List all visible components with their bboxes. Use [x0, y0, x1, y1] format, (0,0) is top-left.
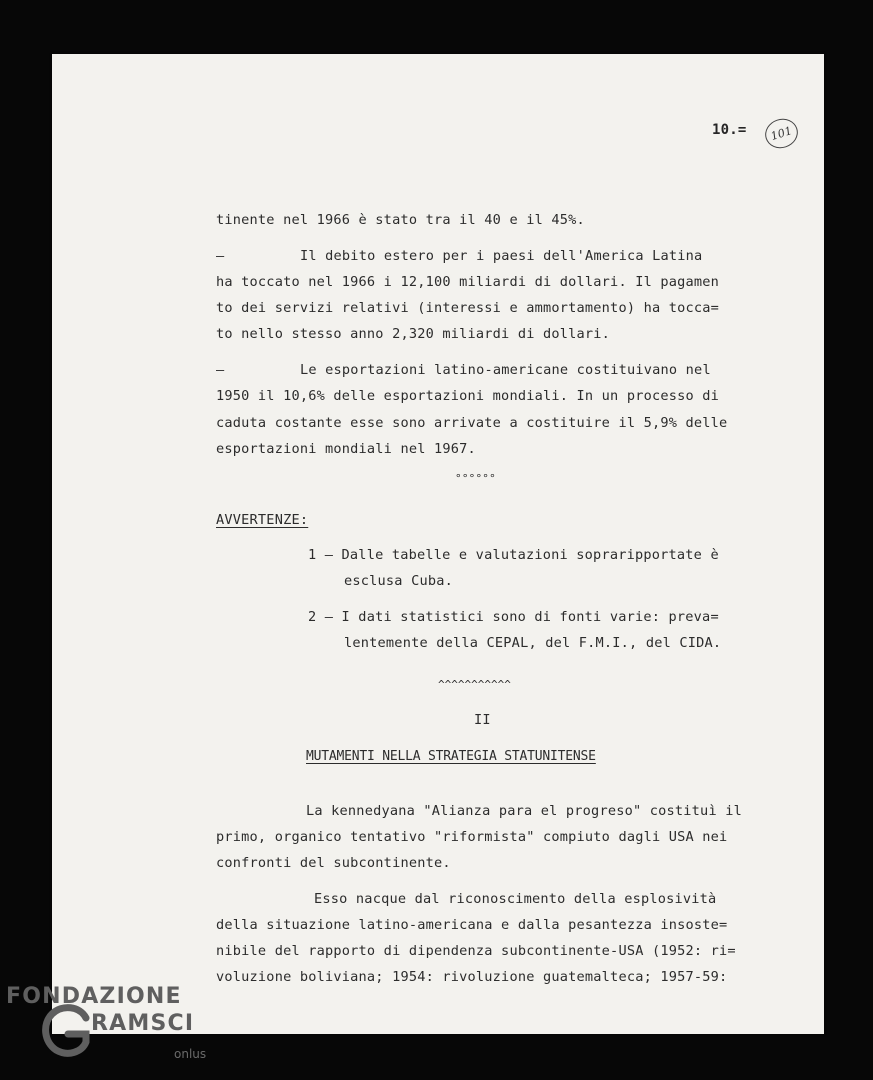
page-number: 10.=	[712, 122, 747, 138]
text-line: della situazione latino-americana e dalla pesantezza insoste=	[216, 917, 728, 933]
fondazione-gramsci-logo	[6, 984, 221, 1074]
text-line: Il debito estero per i paesi dell'America Latina	[300, 248, 703, 264]
text-line: ha toccato nel 1966 i 12,100 miliardi di dollari. Il pagamen	[216, 274, 720, 290]
text-line: tinente nel 1966 è stato tra il 40 e il 45%.	[216, 212, 585, 228]
note-item: 2 – I dati statistici sono di fonti varie: preva=	[308, 609, 719, 625]
text-line: to dei servizi relativi (interessi e ammortamento) ha tocca=	[216, 300, 720, 316]
text-line: Le esportazioni latino-americane costituivano nel	[300, 362, 711, 378]
text-line: esportazioni mondiali nel 1967.	[216, 441, 476, 457]
text-line: Esso nacque dal riconoscimento della esplosività	[314, 891, 717, 907]
text-line: nibile del rapporto di dipendenza subcontinente-USA (1952: ri=	[216, 943, 736, 959]
notes-heading: AVVERTENZE:	[216, 512, 309, 528]
logo-line1: FONDAZIONE	[6, 984, 182, 1009]
g-swirl-icon	[36, 1000, 94, 1058]
text-line: esclusa Cuba.	[344, 573, 453, 589]
text-line: primo, organico tentativo "riformista" compiuto dagli USA nei	[216, 829, 728, 845]
archive-stamp: 101	[761, 115, 801, 153]
logo-line2: RAMSCI	[91, 1011, 195, 1036]
logo-subtitle: onlus	[174, 1047, 207, 1061]
text-line: La kennedyana "Alianza para el progreso" costituì il	[306, 803, 742, 819]
text-line: voluzione boliviana; 1954: rivoluzione guatemalteca; 1957-59:	[216, 969, 728, 985]
text-line: confronti del subcontinente.	[216, 855, 451, 871]
section-number: II	[474, 712, 491, 728]
text-line: to nello stesso anno 2,320 miliardi di dollari.	[216, 326, 611, 342]
note-item: 1 – Dalle tabelle e valutazioni sopraripportate è	[308, 547, 719, 563]
text-line: 1950 il 10,6% delle esportazioni mondiali. In un processo di	[216, 388, 720, 404]
list-dash: –	[216, 248, 225, 264]
list-dash: –	[216, 362, 225, 378]
ornament-separator: °°°°°°	[455, 472, 496, 485]
section-title: MUTAMENTI NELLA STRATEGIA STATUNITENSE	[306, 749, 596, 764]
text-line: caduta costante esse sono arrivate a costituire il 5,9% delle	[216, 415, 728, 431]
ornament-separator: ^^^^^^^^^^^	[438, 678, 511, 691]
text-line: lentemente della CEPAL, del F.M.I., del CIDA.	[344, 635, 722, 651]
